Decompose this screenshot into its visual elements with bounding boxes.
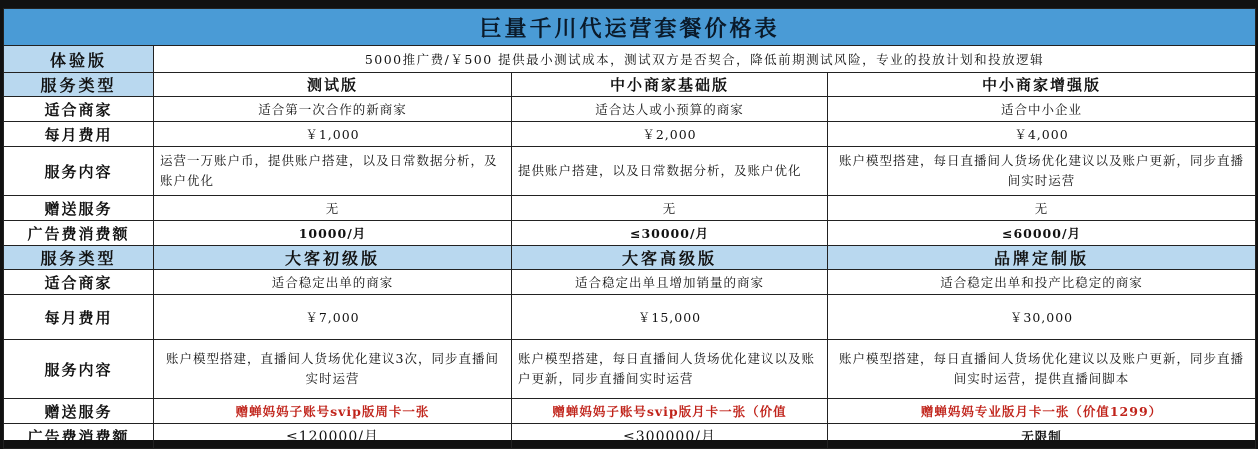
plan-merchant: 适合稳定出单和投产比稳定的商家 bbox=[828, 270, 1256, 295]
label-merchant: 适合商家 bbox=[4, 270, 154, 295]
plan-merchant: 适合中小企业 bbox=[828, 97, 1256, 122]
plan-fee: ￥30,000 bbox=[828, 295, 1256, 340]
label-content: 服务内容 bbox=[4, 147, 154, 196]
label-gift: 赠送服务 bbox=[4, 196, 154, 221]
plan-name: 大客高级版 bbox=[512, 246, 828, 270]
plan-ad-spend: 10000/月 bbox=[154, 221, 512, 246]
plan-ad-spend: 无限制 bbox=[828, 424, 1256, 449]
plan-fee: ￥2,000 bbox=[512, 122, 828, 147]
price-table bbox=[3, 8, 1256, 449]
plan-gift: 无 bbox=[154, 196, 512, 221]
plan-gift: 无 bbox=[828, 196, 1256, 221]
plan-gift: 赠蝉妈妈子账号svip版月卡一张（价值 bbox=[512, 399, 828, 424]
plan-content: 账户模型搭建，每日直播间人货场优化建议以及账户更新，同步直播间实时运营 bbox=[828, 147, 1256, 196]
plan-merchant: 适合第一次合作的新商家 bbox=[154, 97, 512, 122]
plan-content: 提供账户搭建，以及日常数据分析，及账户优化 bbox=[512, 147, 828, 196]
trial-label: 体验版 bbox=[4, 46, 154, 73]
plan-content: 账户模型搭建，每日直播间人货场优化建议以及账户更新，同步直播间实时运营 bbox=[512, 340, 828, 399]
plan-ad-spend: ≤30000/月 bbox=[512, 221, 828, 246]
plan-name: 品牌定制版 bbox=[828, 246, 1256, 270]
price-table-container bbox=[3, 8, 1255, 446]
plan-content: 账户模型搭建，直播间人货场优化建议3次，同步直播间实时运营 bbox=[154, 340, 512, 399]
plan-content: 账户模型搭建，每日直播间人货场优化建议以及账户更新，同步直播间实时运营，提供直播间脚本 bbox=[828, 340, 1256, 399]
table-title: 巨量千川代运营套餐价格表 bbox=[4, 9, 1256, 46]
label-service-type: 服务类型 bbox=[4, 73, 154, 97]
plan-name: 大客初级版 bbox=[154, 246, 512, 270]
label-gift: 赠送服务 bbox=[4, 399, 154, 424]
plan-gift: 无 bbox=[512, 196, 828, 221]
plan-ad-spend: ≤60000/月 bbox=[828, 221, 1256, 246]
plan-gift: 赠蝉妈妈子账号svip版周卡一张 bbox=[154, 399, 512, 424]
plan-fee: ￥4,000 bbox=[828, 122, 1256, 147]
plan-content: 运营一万账户币，提供账户搭建，以及日常数据分析，及账户优化 bbox=[154, 147, 512, 196]
label-merchant: 适合商家 bbox=[4, 97, 154, 122]
plan-name: 中小商家基础版 bbox=[512, 73, 828, 97]
label-monthly-fee: 每月费用 bbox=[4, 122, 154, 147]
plan-name: 测试版 bbox=[154, 73, 512, 97]
plan-merchant: 适合达人或小预算的商家 bbox=[512, 97, 828, 122]
plan-ad-spend: ≤120000/月 bbox=[154, 424, 512, 449]
plan-fee: ￥7,000 bbox=[154, 295, 512, 340]
label-monthly-fee: 每月费用 bbox=[4, 295, 154, 340]
plan-merchant: 适合稳定出单且增加销量的商家 bbox=[512, 270, 828, 295]
plan-gift: 赠蝉妈妈专业版月卡一张（价值1299） bbox=[828, 399, 1256, 424]
plan-fee: ￥1,000 bbox=[154, 122, 512, 147]
plan-merchant: 适合稳定出单的商家 bbox=[154, 270, 512, 295]
label-content: 服务内容 bbox=[4, 340, 154, 399]
label-ad-spend: 广告费消费额 bbox=[4, 424, 154, 449]
trial-description: 5000推广费/￥500 提供最小测试成本，测试双方是否契合，降低前期测试风险，专业的投放计划和投放逻辑 bbox=[154, 46, 1256, 73]
plan-ad-spend: ≤300000/月 bbox=[512, 424, 828, 449]
label-service-type: 服务类型 bbox=[4, 246, 154, 270]
label-ad-spend: 广告费消费额 bbox=[4, 221, 154, 246]
plan-fee: ￥15,000 bbox=[512, 295, 828, 340]
plan-name: 中小商家增强版 bbox=[828, 73, 1256, 97]
